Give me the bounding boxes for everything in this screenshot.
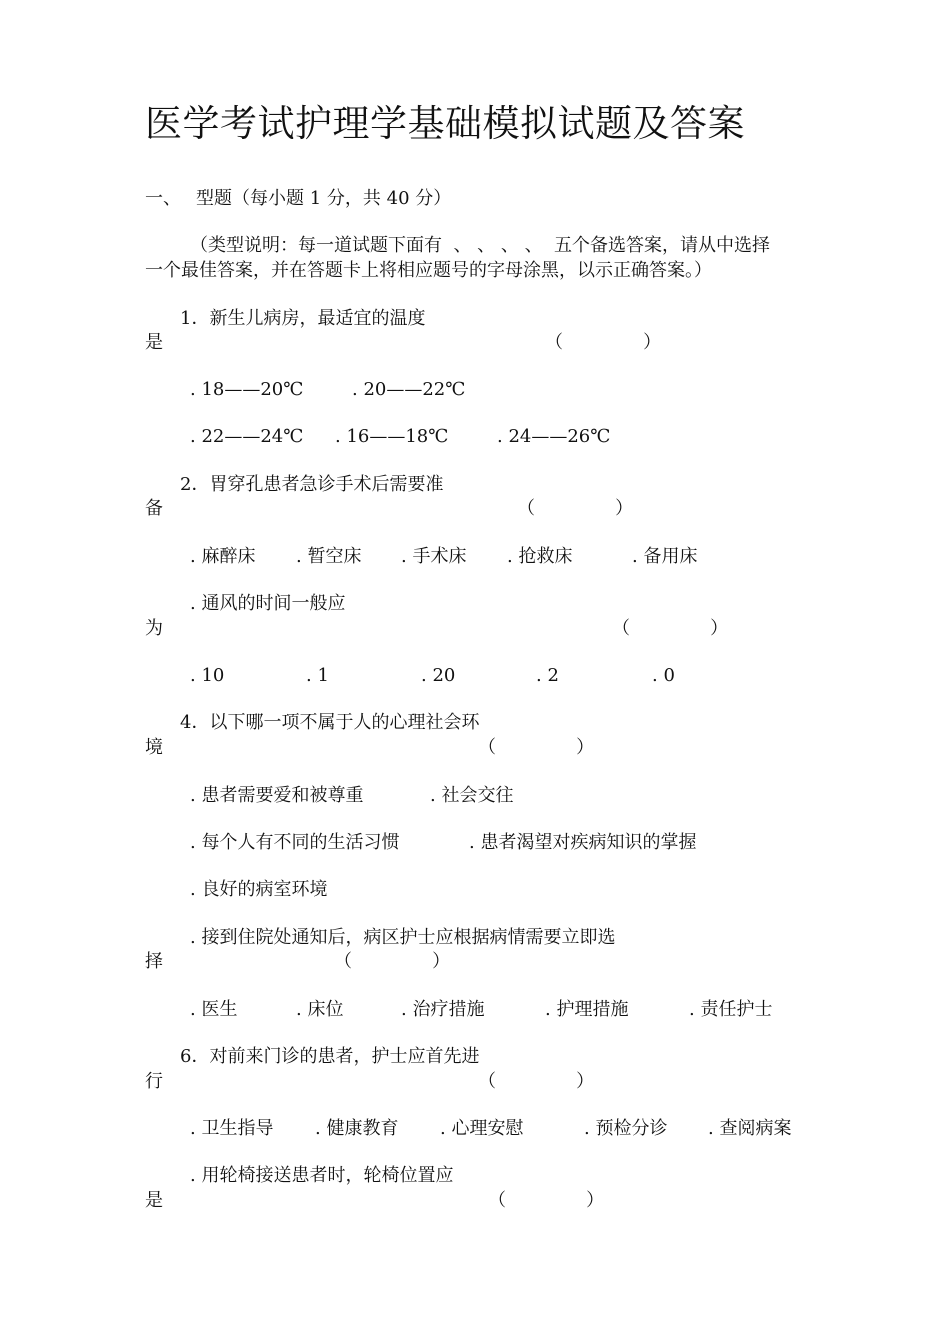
answer-parentheses: （ ） [478,1071,595,1092]
question-stem: 2．胃穿孔患者急诊手术后需要准 [180,474,444,495]
question-stem-continued: 是 [145,1190,163,1211]
option-a: . 患者需要爱和被尊重 [190,785,364,806]
option-e: . 良好的病室环境 [190,879,328,900]
option-c: . 22——24℃ [190,426,304,447]
answer-parentheses: （ ） [478,737,595,758]
section-number: 一、 [145,188,181,209]
instruction-line-2: 一个最佳答案，并在答题卡上将相应题号的字母涂黑，以示正确答案。） [145,260,712,281]
option-c: . 20 [421,665,456,686]
option-d: . 预检分诊 [584,1118,668,1139]
question-stem: 4．以下哪一项不属于人的心理社会环 [180,712,480,733]
option-d: . 2 [536,665,559,686]
option-e: . 备用床 [632,546,698,567]
question-stem-continued: 备 [145,498,163,519]
question-stem-continued: 行 [145,1071,163,1092]
question-stem-continued: 境 [145,737,163,758]
instruction-line-1: （类型说明：每一道试题下面有 、 、 、 、 五个备选答案，请从中选择 [190,235,771,256]
answer-parentheses: （ ） [612,618,729,639]
option-e: . 24——26℃ [497,426,611,447]
answer-parentheses: （ ） [488,1190,605,1211]
answer-parentheses: （ ） [517,498,634,519]
option-d: . 患者渴望对疾病知识的掌握 [469,832,697,853]
option-d: . 抢救床 [507,546,573,567]
option-b: . 床位 [296,999,344,1020]
option-d: . 16——18℃ [335,426,449,447]
option-b: . 1 [306,665,329,686]
section-heading: 型题（每小题 1 分，共 40 分） [196,188,452,209]
option-b: . 社会交往 [430,785,514,806]
question-stem-continued: 是 [145,332,163,353]
answer-parentheses: （ ） [334,951,451,972]
option-c: . 每个人有不同的生活习惯 [190,832,400,853]
option-b: . 暂空床 [296,546,362,567]
option-a: . 医生 [190,999,238,1020]
option-a: . 卫生指导 [190,1118,274,1139]
question-stem: 6．对前来门诊的患者，护士应首先进 [180,1046,480,1067]
document-title: 医学考试护理学基础模拟试题及答案 [145,102,745,145]
question-stem: . 用轮椅接送患者时，轮椅位置应 [190,1165,454,1186]
question-stem-continued: 为 [145,618,163,639]
answer-parentheses: （ ） [545,332,662,353]
option-a: . 10 [190,665,225,686]
question-stem: 1．新生儿病房，最适宜的温度 [180,308,426,329]
option-b: . 健康教育 [315,1118,399,1139]
option-e: . 责任护士 [689,999,773,1020]
option-b: . 20——22℃ [352,379,466,400]
option-c: . 手术床 [401,546,467,567]
option-e: . 查阅病案 [708,1118,792,1139]
question-stem-continued: 择 [145,951,163,972]
option-e: . 0 [652,665,675,686]
question-stem: . 接到住院处通知后，病区护士应根据病情需要立即选 [190,927,616,948]
option-a: . 麻醉床 [190,546,256,567]
option-c: . 心理安慰 [440,1118,524,1139]
question-stem: . 通风的时间一般应 [190,593,346,614]
option-d: . 护理措施 [545,999,629,1020]
option-a: . 18——20℃ [190,379,304,400]
option-c: . 治疗措施 [401,999,485,1020]
